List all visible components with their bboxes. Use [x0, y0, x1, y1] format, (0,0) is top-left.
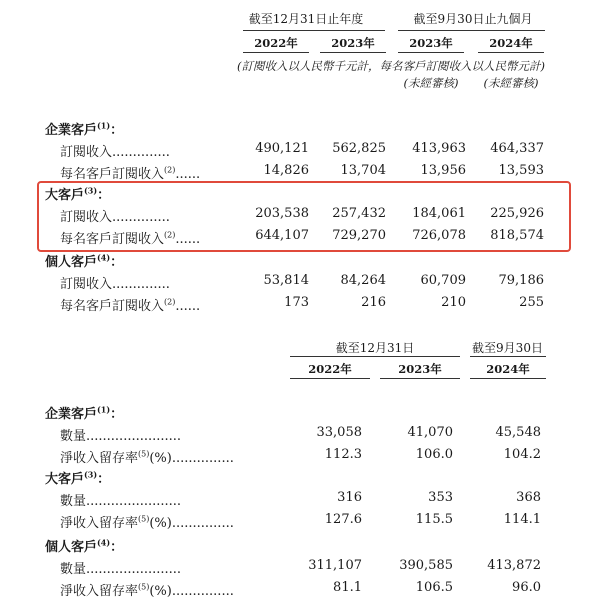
table1-section-title	[45, 119, 123, 138]
section-footnote: (3)	[84, 185, 98, 196]
table1-section-title	[45, 251, 123, 270]
row-leader-dots: ......	[175, 167, 201, 182]
table1-group-header-ninemonths: 截至9月30日止九個月	[413, 12, 533, 26]
row-footnote: (2)	[164, 230, 176, 240]
section-title-text: 大客戶	[45, 188, 85, 203]
table2-cell: 45,548	[495, 425, 541, 440]
section-title-text: 個人客戶	[45, 540, 98, 555]
table1-cell: 490,121	[255, 141, 309, 156]
table1-cell: 184,061	[412, 206, 466, 221]
section-footnote: (4)	[97, 252, 111, 263]
table1-year-rule-1	[243, 52, 309, 53]
row-label-text: 每名客戶訂閱收入	[60, 299, 165, 314]
row-leader-dots: ......	[175, 299, 201, 314]
table2-row-label	[60, 447, 234, 466]
row-label-tail: (%)...............	[149, 584, 234, 599]
table2-cell: 127.6	[324, 512, 362, 527]
section-colon: ：	[110, 407, 124, 422]
table1-group-header-annual: 截至12月31日止年度	[248, 12, 364, 26]
table2-section-title	[45, 536, 123, 555]
section-colon: ：	[110, 255, 124, 270]
table2-cell: 106.5	[415, 580, 453, 595]
table2-cell: 390,585	[399, 558, 453, 573]
table1-unaudited-2: (未經審核)	[483, 76, 539, 90]
table1-cell: 84,264	[340, 273, 386, 288]
table1-unaudited-1: (未經審核)	[403, 76, 459, 90]
table2-year-rule-2	[380, 378, 460, 379]
table1-cell: 13,593	[498, 163, 544, 178]
table2-cell: 96.0	[512, 580, 541, 595]
row-label-text: 淨收入留存率	[60, 516, 139, 531]
table1-group-rule-ninemonths	[398, 30, 545, 31]
row-label-text: 淨收入留存率	[60, 584, 139, 599]
table2-cell: 114.1	[503, 512, 541, 527]
table1-row-label	[60, 295, 200, 314]
row-label-text: 數量.......................	[60, 562, 182, 577]
table1-cell: 562,825	[332, 141, 386, 156]
row-footnote: (5)	[138, 582, 150, 592]
table1-cell: 173	[284, 295, 309, 310]
row-label-text: 訂閱收入..............	[60, 145, 170, 160]
table2-cell: 413,872	[487, 558, 541, 573]
table2-group-header-dec31: 截至12月31日	[335, 341, 415, 355]
section-footnote: (3)	[84, 469, 98, 480]
section-title-text: 企業客戶	[45, 123, 98, 138]
table1-row-label	[60, 141, 170, 160]
row-footnote: (5)	[138, 449, 150, 459]
table2-section-title	[45, 468, 110, 487]
table2-row-label	[60, 580, 234, 599]
table2-cell: 106.0	[415, 447, 453, 462]
table2-cell: 33,058	[316, 425, 362, 440]
section-footnote: (1)	[97, 120, 111, 131]
table1-cell: 53,814	[263, 273, 309, 288]
table1-cell: 726,078	[412, 228, 466, 243]
table1-unit-note: (訂閱收入以人民幣千元計，每名客戶訂閱收入以人民幣元計)	[237, 59, 545, 73]
table2-cell: 353	[428, 490, 453, 505]
table2-row-label	[60, 490, 181, 509]
table2-section-title	[45, 403, 123, 422]
table2-row-label	[60, 558, 181, 577]
table1-cell: 255	[519, 295, 544, 310]
table2-cell: 41,070	[407, 425, 453, 440]
row-label-text: 淨收入留存率	[60, 451, 139, 466]
row-footnote: (5)	[138, 514, 150, 524]
table1-cell: 13,704	[340, 163, 386, 178]
table1-cell: 216	[361, 295, 386, 310]
row-label-text: 訂閱收入..............	[60, 277, 170, 292]
row-label-tail: (%)...............	[149, 451, 234, 466]
table2-year-2023: 2023年	[398, 362, 442, 376]
table1-cell: 644,107	[255, 228, 309, 243]
section-colon: ：	[97, 188, 111, 203]
section-footnote: (4)	[97, 537, 111, 548]
row-leader-dots: ......	[175, 232, 201, 247]
table1-cell: 729,270	[332, 228, 386, 243]
table1-cell: 79,186	[498, 273, 544, 288]
table1-cell: 210	[441, 295, 466, 310]
section-title-text: 大客戶	[45, 472, 85, 487]
table2-year-rule-3	[470, 378, 546, 379]
section-colon: ：	[110, 540, 124, 555]
table1-cell: 464,337	[490, 141, 544, 156]
row-label-text: 數量.......................	[60, 494, 182, 509]
table1-row-label	[60, 273, 170, 292]
table2-year-2024: 2024年	[486, 362, 530, 376]
table1-cell: 13,956	[420, 163, 466, 178]
highlight-box	[37, 181, 571, 252]
row-footnote: (2)	[164, 297, 176, 307]
row-label-tail: (%)...............	[149, 516, 234, 531]
table2-cell: 311,107	[308, 558, 362, 573]
table1-cell: 257,432	[332, 206, 386, 221]
table1-cell: 203,538	[255, 206, 309, 221]
section-footnote: (1)	[97, 404, 111, 415]
table2-row-label	[60, 512, 234, 531]
table2-cell: 104.2	[503, 447, 541, 462]
table1-row-label	[60, 163, 200, 182]
table2-group-rule-sep30	[470, 356, 546, 357]
table1-cell: 14,826	[263, 163, 309, 178]
table1-year-2022: 2022年	[254, 36, 298, 50]
row-footnote: (2)	[164, 165, 176, 175]
section-colon: ：	[97, 472, 111, 487]
table1-cell: 818,574	[490, 228, 544, 243]
table1-cell: 413,963	[412, 141, 466, 156]
section-title-text: 企業客戶	[45, 407, 98, 422]
table1-year-2023: 2023年	[331, 36, 375, 50]
table1-group-rule-annual	[243, 30, 385, 31]
table1-cell: 60,709	[420, 273, 466, 288]
table2-cell: 112.3	[324, 447, 362, 462]
table2-cell: 81.1	[333, 580, 362, 595]
table2-cell: 368	[516, 490, 541, 505]
row-label-text: 訂閱收入..............	[60, 210, 170, 225]
table2-row-label	[60, 425, 181, 444]
row-label-text: 每名客戶訂閱收入	[60, 167, 165, 182]
table2-cell: 316	[337, 490, 362, 505]
table1-year-2024-9m: 2024年	[489, 36, 533, 50]
table1-year-rule-2	[320, 52, 386, 53]
table1-year-rule-3	[398, 52, 464, 53]
row-label-text: 每名客戶訂閱收入	[60, 232, 165, 247]
table2-group-header-sep30: 截至9月30日	[472, 341, 543, 355]
table2-group-rule-dec31	[290, 356, 460, 357]
section-colon: ：	[110, 123, 124, 138]
row-label-text: 數量.......................	[60, 429, 182, 444]
section-title-text: 個人客戶	[45, 255, 98, 270]
table1-year-rule-4	[478, 52, 544, 53]
table2-year-rule-1	[290, 378, 370, 379]
table1-cell: 225,926	[490, 206, 544, 221]
table2-year-2022: 2022年	[308, 362, 352, 376]
table2-cell: 115.5	[415, 512, 453, 527]
table1-year-2023-9m: 2023年	[409, 36, 453, 50]
